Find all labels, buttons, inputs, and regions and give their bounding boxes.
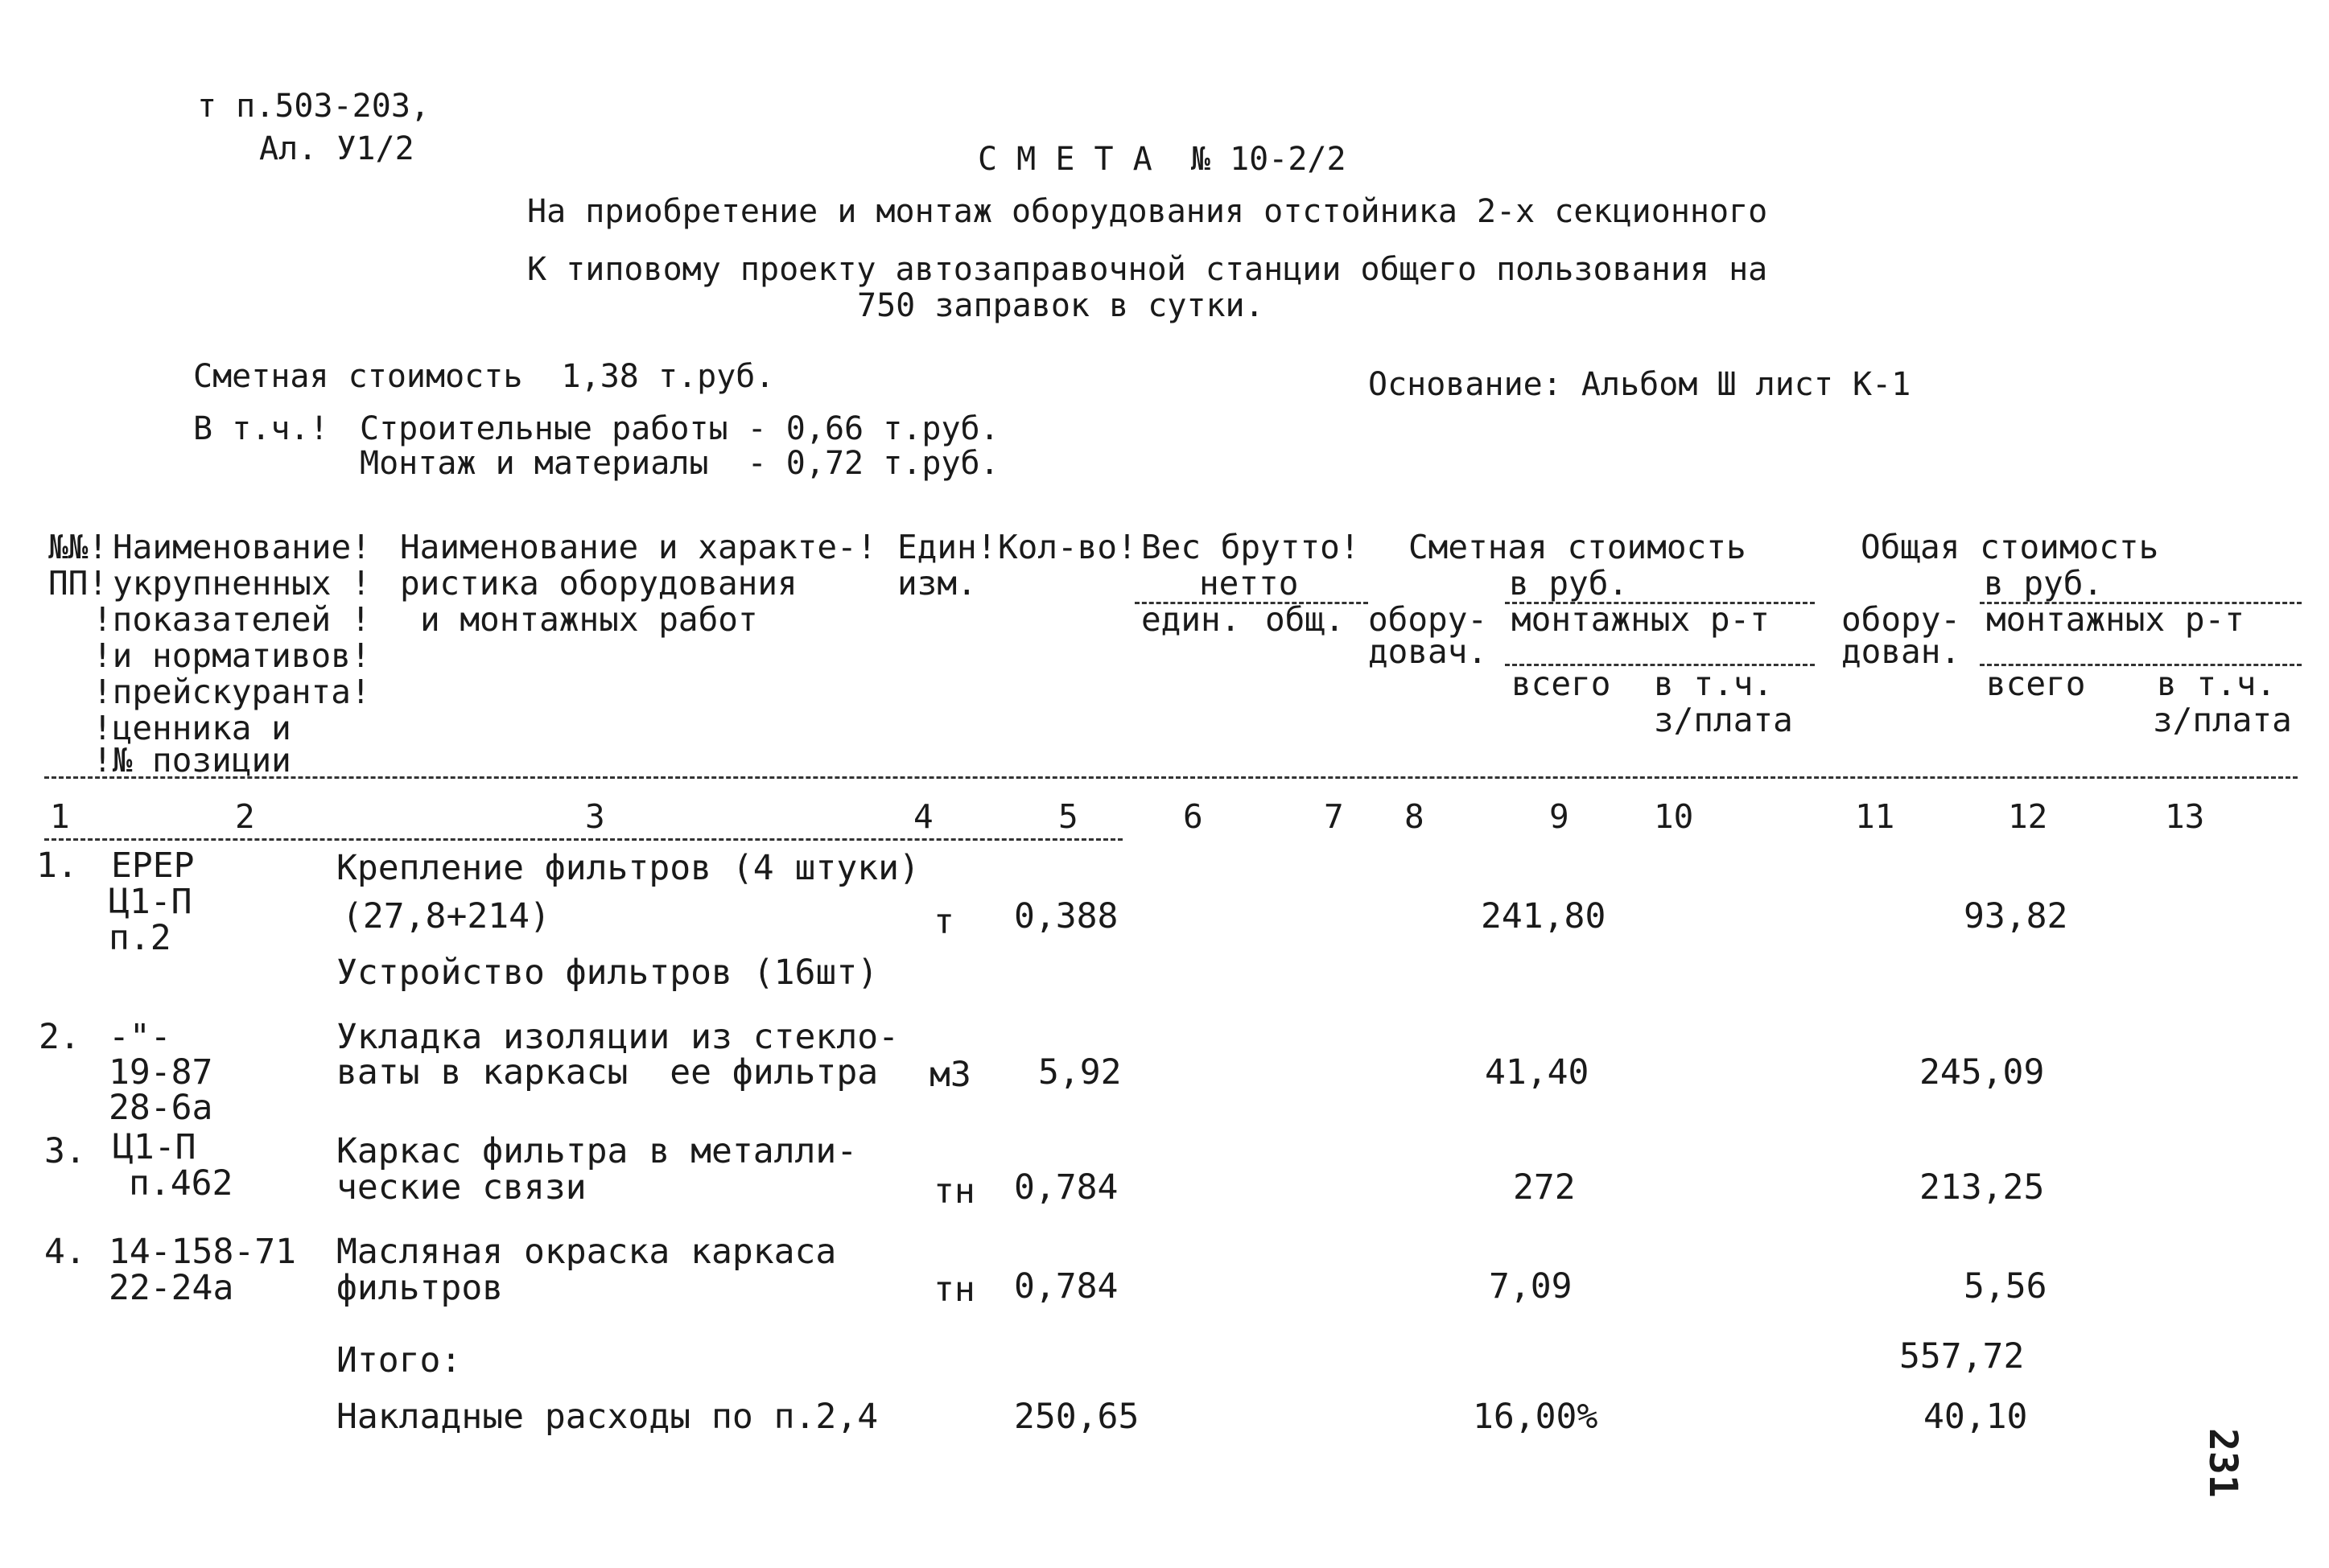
row-name-l1: Укладка изоляции из стекло- (336, 1017, 899, 1057)
row-mont: 241,80 (1481, 896, 1606, 936)
rule-weight (1135, 602, 1368, 604)
row-name-l1: Крепление фильтров (4 штуки) (336, 848, 920, 888)
row-code-l1: -"- (109, 1017, 171, 1057)
incl-line1: Строительные работы - 0,66 т.руб. (360, 410, 1000, 447)
hdr-c2-l2: укрупненных ! (113, 564, 371, 603)
hdr-c2-l5: !прейскуранта! (93, 673, 371, 711)
hdr-c11-top: Общая стоимость (1861, 528, 2159, 566)
page-number: 231 (2200, 1428, 2245, 1498)
colnum-7: 7 (1324, 797, 1344, 836)
colnum-5: 5 (1058, 797, 1078, 836)
row-name-l2: (27,8+214) (342, 896, 550, 936)
cost-line: Сметная стоимость 1,38 т.руб. (193, 358, 775, 395)
hdr-c1-l1: №№! (48, 528, 109, 566)
row-qty: 0,388 (1014, 896, 1119, 936)
doc-code-line1: т п.503-203, (197, 88, 430, 125)
row-name-l1: Каркас фильтра в металли- (336, 1131, 858, 1171)
row-qty: 5,92 (1038, 1052, 1122, 1093)
row-code-l1: 14-158-71 (109, 1232, 296, 1272)
hdr-c5: Кол-во! (998, 528, 1137, 566)
hdr-c8-b2-l2: з/плата (1654, 701, 1793, 739)
row-code-l2: 19-87 (109, 1052, 213, 1093)
row-qty: 0,784 (1014, 1266, 1119, 1307)
overhead-pct: 16,00% (1473, 1397, 1598, 1437)
row-total-mont: 245,09 (1919, 1052, 2045, 1093)
rule-header-bottom (44, 776, 2298, 779)
itogo-value: 557,72 (1899, 1336, 2025, 1377)
colnum-6: 6 (1183, 797, 1203, 836)
colnum-3: 3 (585, 797, 605, 836)
colnum-9: 9 (1549, 797, 1569, 836)
hdr-c2-l7: !№ позиции (93, 741, 291, 780)
hdr-c2-l1: Наименование! (113, 528, 371, 566)
rule-total-sub (1980, 664, 2302, 666)
itogo-label: Итого: (336, 1340, 462, 1381)
row-unit: т (934, 902, 954, 942)
row-code-l1: ЕРЕР (111, 846, 195, 886)
row-total-mont: 5,56 (1964, 1266, 2047, 1307)
hdr-c1-l2: ПП! (48, 564, 109, 603)
row-number: 2. (39, 1017, 80, 1057)
row-code-l2: Ц1-П (109, 882, 192, 922)
hdr-c6-sub: нетто (1199, 564, 1299, 603)
hdr-c2-l6: !ценника и (93, 709, 291, 747)
hdr-c3-l2: ристика оборудования (400, 564, 798, 603)
hdr-c11-a-l2: дован. (1841, 632, 1961, 671)
row-mont: 41,40 (1485, 1052, 1589, 1093)
row-number: 4. (44, 1232, 86, 1272)
hdr-c2-l3: !показателей ! (93, 600, 371, 639)
row-name-l2: ческие связи (336, 1167, 587, 1208)
row-total-mont: 213,25 (1919, 1167, 2045, 1208)
hdr-c11-sub: в руб. (1984, 564, 2104, 603)
doc-subtitle1: На приобретение и монтаж оборудования отстойника 2-х секционного (527, 193, 1768, 230)
colnum-11: 11 (1855, 797, 1895, 836)
colnum-4: 4 (913, 797, 934, 836)
doc-subtitle3: 750 заправок в сутки. (857, 287, 1264, 324)
row-mont: 7,09 (1489, 1266, 1573, 1307)
hdr-c3-l1: Наименование и характе-! (400, 528, 877, 566)
row-code-l3: п.2 (109, 918, 171, 958)
hdr-c4-l2: изм. (897, 564, 977, 603)
row-name-l1: Масляная окраска каркаса (336, 1232, 837, 1272)
hdr-c6-b: общ. (1265, 600, 1345, 639)
rule-est (1505, 602, 1815, 604)
colnum-1: 1 (50, 797, 70, 836)
hdr-c11-b2-l2: з/плата (2153, 701, 2292, 739)
hdr-c4-l1: Един! (897, 528, 997, 566)
overhead-base: 250,65 (1014, 1397, 1140, 1437)
row-unit: м3 (930, 1055, 971, 1095)
colnum-13: 13 (2165, 797, 2205, 836)
hdr-c11-b2-l1: в т.ч. (2157, 665, 2277, 703)
overhead-value: 40,10 (1923, 1397, 2028, 1437)
hdr-c8-b2-l1: в т.ч. (1654, 665, 1774, 703)
row-name-extra: Устройство фильтров (16шт) (336, 953, 879, 993)
row-unit: тн (934, 1171, 975, 1212)
row-code-l1: Ц1-П (113, 1127, 196, 1167)
doc-code-line2: Ал. У1/2 (259, 130, 414, 167)
row-mont: 272 (1513, 1167, 1576, 1208)
hdr-c6-a: един. (1141, 600, 1241, 639)
hdr-c6-top: Вес брутто! (1141, 528, 1360, 566)
hdr-c2-l4: !и нормативов! (93, 636, 371, 675)
hdr-c11-b: монтажных р-т (1986, 600, 2244, 639)
hdr-c3-l3: и монтажных работ (420, 600, 758, 639)
hdr-c11-b1: всего (1986, 665, 2086, 703)
row-total-mont: 93,82 (1964, 896, 2068, 936)
incl-line2: Монтаж и материалы - 0,72 т.руб. (360, 445, 1000, 482)
row-number: 3. (44, 1131, 86, 1171)
hdr-c8-b: монтажных р-т (1511, 600, 1770, 639)
doc-subtitle2: К типовому проекту автозаправочной станции общего пользования на (527, 251, 1768, 288)
colnum-2: 2 (235, 797, 255, 836)
basis-line: Основание: Альбом Ш лист К-1 (1368, 366, 1911, 403)
row-qty: 0,784 (1014, 1167, 1119, 1208)
row-code-l3: 28-6а (109, 1088, 213, 1128)
row-code-l2: п.462 (129, 1163, 233, 1204)
incl-label: В т.ч.! (193, 410, 329, 447)
rule-est-sub (1505, 664, 1815, 666)
row-number: 1. (36, 846, 78, 886)
doc-title: С М Е Т А № 10-2/2 (978, 141, 1346, 178)
colnum-12: 12 (2008, 797, 2048, 836)
colnum-10: 10 (1654, 797, 1694, 836)
rule-numbers-bottom (44, 838, 1123, 841)
hdr-c8-sub: в руб. (1509, 564, 1629, 603)
hdr-c8-a-l1: обору- (1368, 600, 1488, 639)
rule-total (1980, 602, 2302, 604)
hdr-c8-a-l2: довач. (1368, 632, 1488, 671)
overhead-label: Накладные расходы по п.2,4 (336, 1397, 879, 1437)
hdr-c8-top: Сметная стоимость (1408, 528, 1746, 566)
colnum-8: 8 (1404, 797, 1424, 836)
row-code-l2: 22-24а (109, 1268, 234, 1308)
row-name-l2: ваты в каркасы ее фильтра (336, 1052, 879, 1093)
hdr-c8-b1: всего (1511, 665, 1611, 703)
hdr-c11-a-l1: обору- (1841, 600, 1961, 639)
row-unit: тн (934, 1270, 975, 1310)
row-name-l2: фильтров (336, 1268, 504, 1308)
